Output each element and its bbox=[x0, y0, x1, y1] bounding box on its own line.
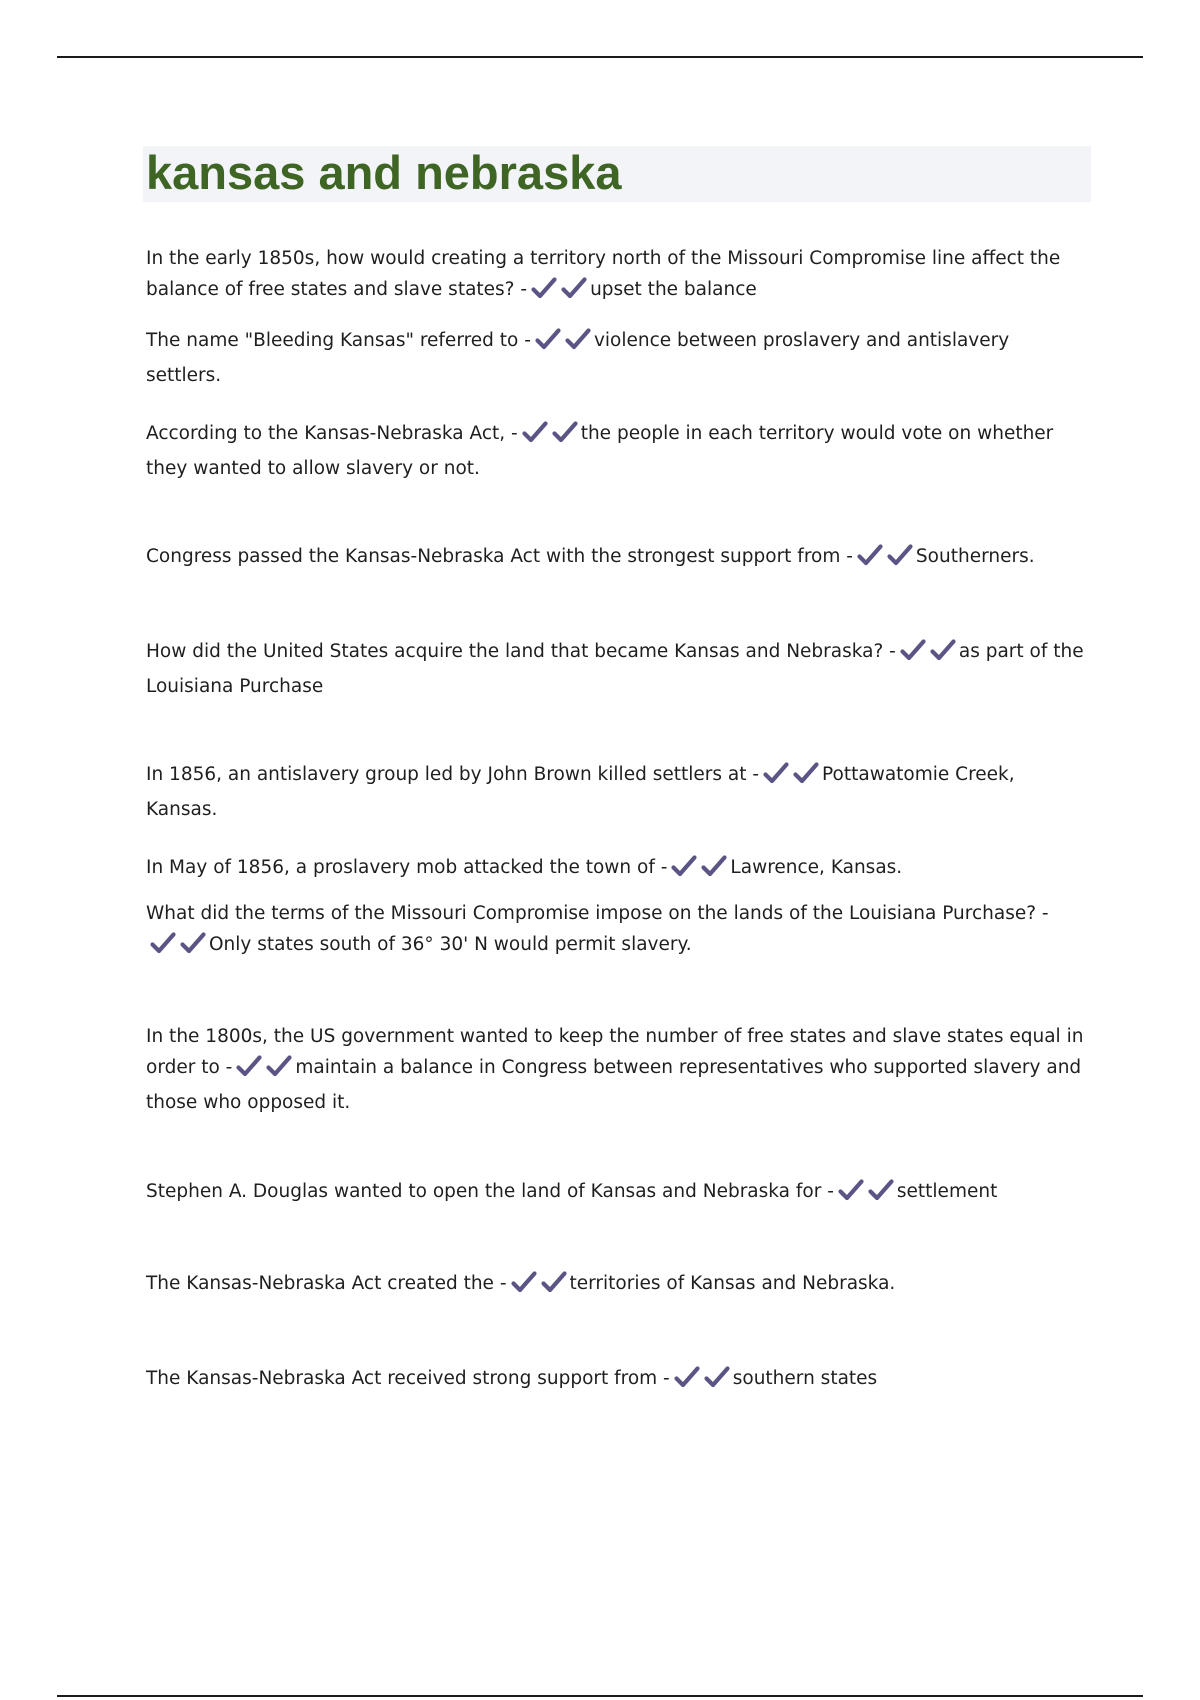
check-mark-icon bbox=[838, 1179, 864, 1201]
answer-text: the people in each territory would vote on whether they wanted to allow slavery or not. bbox=[146, 423, 1054, 479]
check-mark-icon bbox=[701, 855, 727, 877]
check-mark-icon bbox=[236, 1055, 262, 1077]
double-check-icon bbox=[511, 1271, 567, 1303]
check-mark-icon bbox=[565, 328, 591, 350]
check-mark-icon bbox=[552, 421, 578, 443]
answer-text: Lawrence, Kansas. bbox=[730, 857, 903, 878]
qa-item-9 bbox=[146, 1021, 1086, 1118]
question-text: Stephen A. Douglas wanted to open the land of Kansas and Nebraska for - bbox=[146, 1181, 834, 1202]
question-text: The Kansas-Nebraska Act created the - bbox=[146, 1273, 507, 1294]
qa-item-11 bbox=[146, 1268, 1086, 1303]
answer-text: upset the balance bbox=[590, 279, 757, 300]
qa-item-6 bbox=[146, 759, 1086, 825]
check-mark-icon bbox=[763, 762, 789, 784]
check-mark-icon bbox=[671, 855, 697, 877]
qa-item-2 bbox=[146, 325, 1086, 391]
check-mark-icon bbox=[531, 277, 557, 299]
double-check-icon bbox=[674, 1366, 730, 1398]
qa-item-3 bbox=[146, 418, 1086, 484]
check-mark-icon bbox=[857, 544, 883, 566]
question-text: According to the Kansas-Nebraska Act, - bbox=[146, 423, 518, 444]
question-text: In 1856, an antislavery group led by John Brown killed settlers at - bbox=[146, 764, 760, 785]
page-title: kansas and nebraska bbox=[146, 146, 622, 199]
check-mark-icon bbox=[930, 639, 956, 661]
double-check-icon bbox=[522, 421, 578, 453]
check-mark-icon bbox=[535, 328, 561, 350]
check-mark-icon bbox=[180, 932, 206, 954]
check-mark-icon bbox=[793, 762, 819, 784]
question-text: What did the terms of the Missouri Compromise impose on the lands of the Louisiana Purchase? - bbox=[146, 903, 1049, 924]
qa-item-12 bbox=[146, 1363, 1086, 1398]
check-mark-icon bbox=[150, 932, 176, 954]
double-check-icon bbox=[857, 544, 913, 576]
check-mark-icon bbox=[522, 421, 548, 443]
answer-text: maintain a balance in Congress between representatives who supported slavery and those who opposed it. bbox=[146, 1057, 1082, 1113]
double-check-icon bbox=[671, 855, 727, 887]
answer-text: Pottawatomie Creek, Kansas. bbox=[146, 764, 1015, 820]
check-mark-icon bbox=[887, 544, 913, 566]
question-text: In May of 1856, a proslavery mob attacked the town of - bbox=[146, 857, 668, 878]
check-mark-icon bbox=[704, 1366, 730, 1388]
check-mark-icon bbox=[266, 1055, 292, 1077]
check-mark-icon bbox=[868, 1179, 894, 1201]
check-mark-icon bbox=[674, 1366, 700, 1388]
check-mark-icon bbox=[541, 1271, 567, 1293]
top-rule bbox=[57, 56, 1143, 58]
check-mark-icon bbox=[561, 277, 587, 299]
qa-item-5 bbox=[146, 636, 1086, 702]
qa-item-4 bbox=[146, 541, 1086, 576]
question-text: In the early 1850s, how would creating a territory north of the Missouri Compromise line affect the balance of free states and slave states? - bbox=[146, 248, 1061, 300]
double-check-icon bbox=[900, 639, 956, 671]
double-check-icon bbox=[531, 277, 587, 309]
qa-item-1 bbox=[146, 243, 1086, 309]
question-text: How did the United States acquire the land that became Kansas and Nebraska? - bbox=[146, 641, 896, 662]
qa-item-7 bbox=[146, 852, 1086, 887]
answer-text: violence between proslavery and antislavery settlers. bbox=[146, 330, 1010, 386]
double-check-icon bbox=[535, 328, 591, 360]
double-check-icon bbox=[838, 1179, 894, 1211]
double-check-icon bbox=[763, 762, 819, 794]
question-text: In the 1800s, the US government wanted to keep the number of free states and slave states equal in order to - bbox=[146, 1026, 1084, 1078]
question-text: The name "Bleeding Kansas" referred to - bbox=[146, 330, 531, 351]
qa-item-10 bbox=[146, 1176, 1086, 1211]
answer-text: territories of Kansas and Nebraska. bbox=[569, 1273, 896, 1294]
answer-text: Only states south of 36° 30' N would permit slavery. bbox=[209, 934, 692, 955]
check-mark-icon bbox=[511, 1271, 537, 1293]
answer-text: as part of the Louisiana Purchase bbox=[146, 641, 1084, 697]
qa-item-8 bbox=[146, 898, 1086, 964]
double-check-icon bbox=[150, 932, 206, 964]
double-check-icon bbox=[236, 1055, 292, 1087]
answer-text: Southerners. bbox=[915, 546, 1035, 567]
bottom-rule bbox=[57, 1695, 1143, 1697]
question-text: Congress passed the Kansas-Nebraska Act with the strongest support from - bbox=[146, 546, 853, 567]
check-mark-icon bbox=[900, 639, 926, 661]
question-text: The Kansas-Nebraska Act received strong support from - bbox=[146, 1368, 670, 1389]
answer-text: settlement bbox=[896, 1181, 998, 1202]
answer-text: southern states bbox=[732, 1368, 878, 1389]
